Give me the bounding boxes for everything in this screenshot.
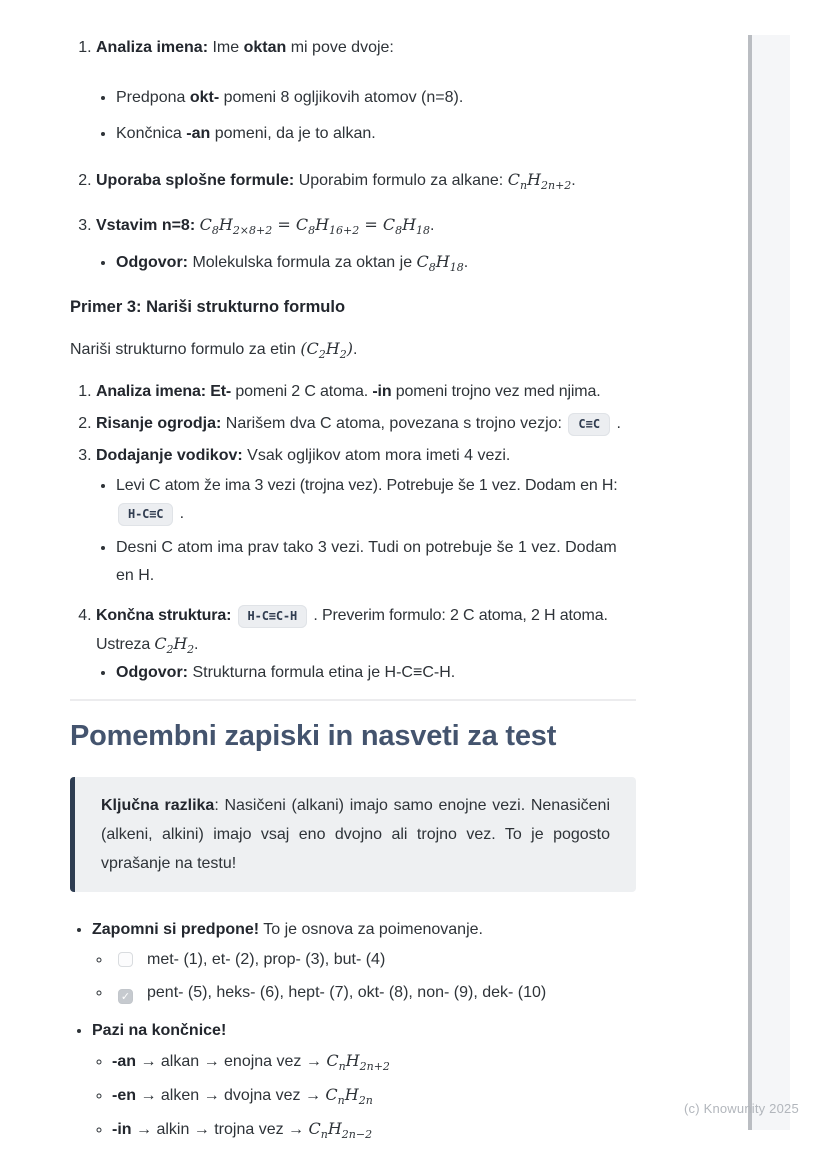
list-item-text: 1. Analiza imena: Et- pomeni 2 C atoma. -in pomeni trojno vez med njima. [96, 383, 601, 400]
list-item [96, 166, 636, 195]
checkbox-label: met- (1), et- (2), prop- (3), but- (4) [147, 951, 386, 968]
list-item-text: ◦ -an → alkan → enojna vez → $C_nH_{2n+2}$ [112, 1051, 390, 1074]
list-item [96, 211, 636, 277]
sub-list [96, 84, 636, 148]
list-item-text: 3. Vstavim n=8: $C_8H_{2\times 8+2} = C_8H_{16+2} = C_8H_{18}$. [96, 215, 435, 238]
list-item [96, 378, 636, 406]
section-heading: Pomembni zapiski in nasveti za test [70, 720, 557, 752]
list-item [96, 410, 636, 438]
list-item-text: • Levi C atom že ima 3 vezi (trojna vez). Potrebuje še 1 vez. Dodam en H: H-C≡C . [116, 472, 636, 528]
list-item-text: 3. Dodajanje vodikov: Vsak ogljikov atom mora imeti 4 vezi. [96, 447, 511, 464]
list-item [96, 34, 636, 148]
math-formula: $C_8H_{2\times 8+2} = C_8H_{16+2} = C_8H_{18}$ [199, 215, 431, 238]
checkbox-label: pent- (5), heks- (6), hept- (7), okt- (8), non- (9), dek- (10) [147, 984, 547, 1001]
list-item [116, 472, 636, 528]
list-item-text: • Odgovor: Molekulska formula za oktan je $C_8H_{18}$. [116, 252, 469, 275]
list-item-text: 2. Uporaba splošne formule: Uporabim formulo za alkane: $C_nH_{2n+2}$. [96, 170, 576, 193]
checkbox-list [92, 946, 636, 1007]
example-heading: Primer 3: Nariši strukturno formulo [70, 298, 346, 316]
structure-formula-chip: H-C≡C-H [238, 605, 308, 628]
list-item-text: • Odgovor: Strukturna formula etina je H-C≡C-H. [116, 664, 456, 681]
steps-list-oktan [70, 34, 636, 277]
document-page [70, 34, 636, 1154]
sub-list [96, 659, 636, 687]
list-item [112, 1047, 636, 1076]
list-item-text: 2. Risanje ogrodja: Narišem dva C atoma, povezana s trojno vezjo: C≡C . [96, 410, 636, 438]
sub-list [96, 472, 636, 590]
checkbox[interactable]: ✓ [118, 989, 133, 1004]
math-formula: $C_8H_{18}$ [416, 252, 464, 275]
list-item-text: ◦ -en → alken → dvojna vez → $C_nH_{2n}$ [112, 1085, 373, 1108]
list-item [96, 442, 636, 590]
checkbox[interactable] [118, 952, 133, 967]
example-intro: Nariši strukturno formulo za etin $(C_2H_2)$. [70, 339, 358, 362]
list-item [96, 602, 636, 687]
math-formula: $C_nH_{2n}$ [325, 1085, 373, 1108]
sub-list [92, 1047, 636, 1144]
math-formula: $C_nH_{2n+2}$ [507, 170, 572, 193]
list-item [116, 120, 636, 148]
list-item [112, 1081, 636, 1110]
copyright-watermark: (c) Knowunity 2025 [684, 1101, 799, 1116]
math-formula: $(C_2H_2)$ [300, 339, 353, 362]
list-item-text: • Končnica -an pomeni, da je to alkan. [116, 125, 376, 142]
list-item-text: • Predpona okt- pomeni 8 ogljikovih atomov (n=8). [116, 89, 464, 106]
list-item [92, 916, 636, 1007]
key-difference-callout: Ključna razlika: Nasičeni (alkani) imajo samo enojne vezi. Nenasičeni (alkeni, alkini) imajo vsaj eno dvojno ali trojno vez. To je pogosto vprašanje na testu! [70, 777, 636, 892]
structure-formula-chip: C≡C [568, 413, 610, 436]
list-item [116, 659, 636, 687]
list-item [116, 248, 636, 277]
structure-formula-chip: H-C≡C [118, 503, 173, 526]
math-formula: $C_2H_2$ [154, 634, 194, 657]
list-item-text: ◦ -in → alkin → trojna vez → $C_nH_{2n-2}$ [112, 1119, 373, 1142]
page-divider [70, 699, 636, 701]
math-formula: $C_nH_{2n+2}$ [326, 1051, 390, 1074]
list-item-text: • Pazi na končnice! [92, 1022, 227, 1039]
next-page-edge [748, 35, 790, 1130]
checkbox-item [112, 979, 636, 1007]
list-item [116, 84, 636, 112]
list-item-text: 4. Končna struktura: H-C≡C-H . Preverim formulo: 2 C atoma, 2 H atoma. Ustreza $C_2H_2$. [96, 607, 608, 657]
steps-list-etin [70, 378, 636, 687]
list-item [92, 1017, 636, 1144]
sub-list [96, 248, 636, 277]
list-item-text: 1. Analiza imena: Ime oktan mi pove dvoje: [96, 39, 394, 56]
list-item-text: • Desni C atom ima prav tako 3 vezi. Tudi on potrebuje še 1 vez. Dodam en H. [116, 539, 617, 584]
list-item [112, 1115, 636, 1144]
list-item [116, 534, 636, 590]
math-formula: $C_nH_{2n-2}$ [308, 1119, 373, 1142]
tips-list [70, 916, 636, 1144]
list-item-text: • Zapomni si predpone! To je osnova za poimenovanje. [92, 921, 483, 938]
checkbox-item [112, 946, 636, 974]
